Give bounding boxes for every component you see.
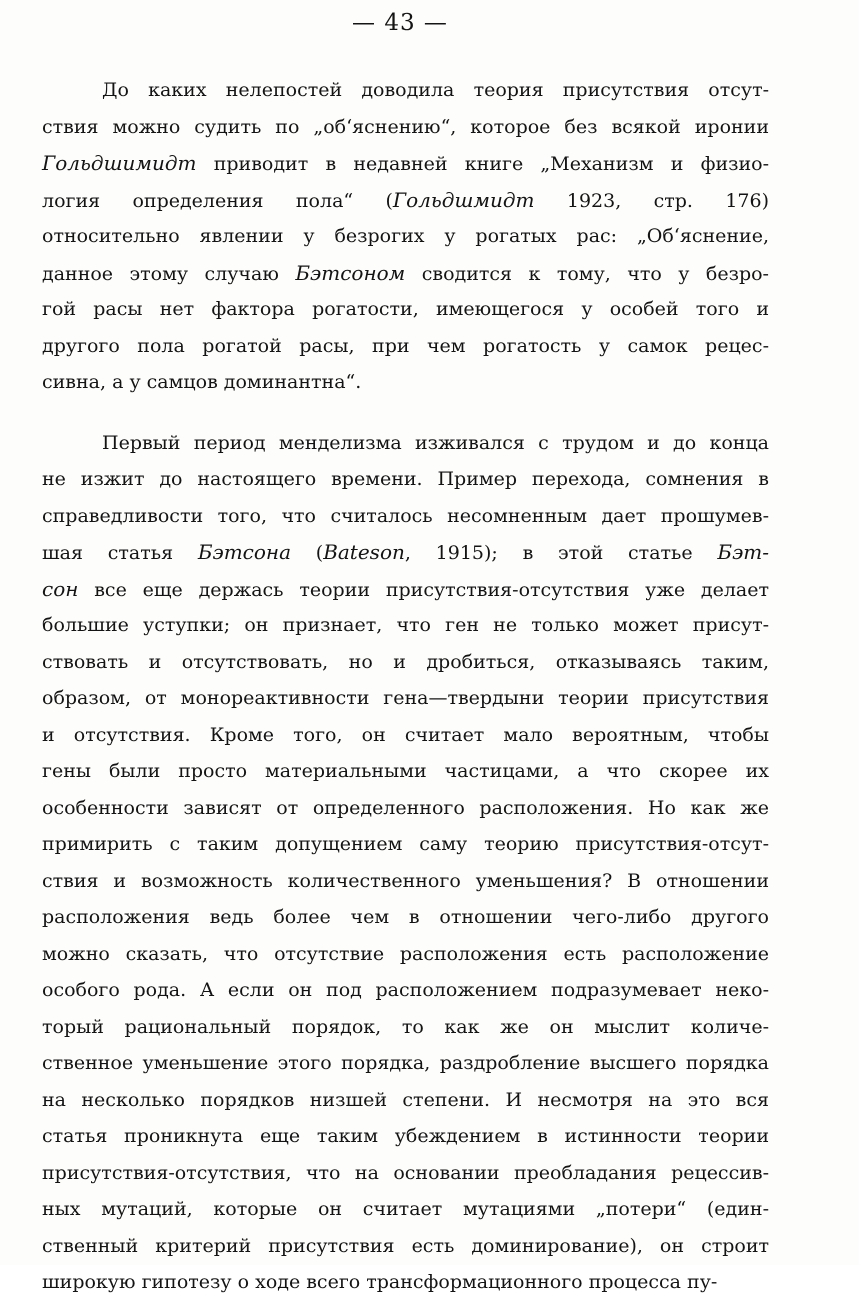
text-segment: сводится к тому, что у безро- bbox=[405, 262, 769, 285]
page-number: — 43 — bbox=[352, 10, 448, 36]
text-segment: ственное уменьшение этого порядка, раздробление высшего порядка bbox=[42, 1052, 769, 1074]
paragraph bbox=[42, 425, 769, 1301]
text-segment: ствовать и отсутствовать, но и дробиться, отказываясь таким, bbox=[42, 650, 769, 673]
text-line bbox=[42, 328, 769, 365]
text-segment: гены были просто материальными частицами, а что скорее их bbox=[42, 760, 769, 782]
text-segment: ствия можно судить по „об‘яснению“, которое без всякой иронии bbox=[42, 115, 769, 138]
text-segment: большие уступки; он признает, что ген не только может присут- bbox=[42, 614, 769, 636]
text-segment: и отсутствия. Кроме того, он считает мало вероятным, чтобы bbox=[42, 723, 769, 746]
text-segment: можно сказать, что отсутствие расположения есть расположение bbox=[42, 942, 769, 965]
text-line bbox=[42, 1228, 769, 1265]
text-line bbox=[42, 1155, 769, 1192]
text-line bbox=[42, 109, 769, 146]
text-line bbox=[42, 425, 769, 462]
text-line bbox=[42, 291, 769, 328]
text-segment: логия определения пола“ ( bbox=[42, 189, 393, 212]
text-line bbox=[42, 255, 769, 292]
text-segment: приводит в недавней книге „Механизм и физио- bbox=[196, 153, 769, 175]
text-segment: особенности зависят от определенного расположения. Но как же bbox=[42, 796, 769, 819]
text-line bbox=[42, 182, 769, 219]
text-segment: данное этому случаю bbox=[42, 262, 296, 285]
italic-name: Бэт- bbox=[717, 540, 770, 564]
text-line bbox=[42, 1191, 769, 1228]
text-segment: примирить с таким допущением саму теорию присутствия-отсут- bbox=[42, 833, 769, 855]
text-line bbox=[42, 498, 769, 535]
text-segment: сивна, а у самцов доминантна“. bbox=[42, 371, 362, 393]
text-line bbox=[42, 1045, 769, 1082]
text-line bbox=[42, 863, 769, 900]
text-line bbox=[42, 1264, 769, 1301]
text-line bbox=[42, 1009, 769, 1046]
text-line bbox=[42, 899, 769, 936]
text-line bbox=[42, 790, 769, 827]
italic-name: Bateson bbox=[323, 540, 405, 564]
text-line bbox=[42, 680, 769, 717]
text-line bbox=[42, 826, 769, 863]
text-line bbox=[42, 717, 769, 754]
italic-name: Гольдшимидт bbox=[42, 151, 197, 175]
text-segment: ственный критерий присутствия есть доминирование), он строит bbox=[42, 1234, 769, 1257]
text-line bbox=[42, 571, 769, 608]
text-segment: торый рациональный порядок, то как же он мыслит количе- bbox=[42, 1015, 769, 1038]
text-line bbox=[42, 607, 769, 644]
text-segment: гой расы нет фактора рогатости, имеющегося у особей того и bbox=[42, 298, 769, 320]
text-segment: , 1915); в этой статье bbox=[404, 542, 718, 564]
text-segment: относительно явлении у безрогих у рогатых рас: „Об‘яснение, bbox=[42, 225, 769, 247]
text-segment: Первый период менделизма изживался с трудом и до конца bbox=[102, 431, 769, 454]
text-segment: расположения ведь более чем в отношении чего-либо другого bbox=[42, 906, 769, 928]
text-line bbox=[42, 364, 769, 401]
text-line bbox=[42, 534, 769, 571]
text-line bbox=[42, 1118, 769, 1155]
text-segment: 1923, стр. 176) bbox=[534, 189, 769, 212]
text-segment: присутствия-отсутствия, что на основании преобладания рецессив- bbox=[42, 1161, 769, 1184]
text-segment: ( bbox=[291, 542, 324, 564]
text-line bbox=[42, 753, 769, 790]
text-line bbox=[42, 1082, 769, 1119]
text-segment: на несколько порядков низшей степени. И несмотря на это вся bbox=[42, 1088, 769, 1111]
text-line bbox=[42, 72, 769, 109]
body-text bbox=[42, 72, 769, 1301]
text-segment: статья проникнута еще таким убеждением в истинности теории bbox=[42, 1125, 769, 1147]
text-line bbox=[42, 644, 769, 681]
text-segment: ных мутаций, которые он считает мутациями „потери“ (един- bbox=[42, 1198, 769, 1220]
text-segment: не изжит до настоящего времени. Пример перехода, сомнения в bbox=[42, 468, 769, 490]
italic-name: Бэтсоном bbox=[295, 260, 406, 285]
text-line bbox=[42, 461, 769, 498]
text-segment: шая статья bbox=[42, 542, 198, 564]
text-segment: особого рода. А если он под расположением подразумевает неко- bbox=[42, 979, 769, 1001]
text-segment: широкую гипотезу о ходе всего трансформационного процесса пу- bbox=[42, 1271, 718, 1293]
italic-name: сон bbox=[42, 576, 79, 601]
text-line bbox=[42, 145, 769, 182]
italic-name: Гольдшмидт bbox=[392, 187, 535, 212]
text-line bbox=[42, 218, 769, 255]
paragraph bbox=[42, 72, 769, 401]
text-segment: До каких нелепостей доводила теория присутствия отсут- bbox=[102, 79, 769, 101]
text-line bbox=[42, 972, 769, 1009]
text-segment: ствия и возможность количественного уменьшения? В отношении bbox=[42, 869, 769, 892]
text-line bbox=[42, 936, 769, 973]
text-segment: все еще держась теории присутствия-отсутствия уже делает bbox=[78, 578, 769, 601]
text-segment: справедливости того, что считалось несомненным дает прошумев- bbox=[42, 504, 769, 527]
italic-name: Бэтсона bbox=[197, 540, 292, 564]
text-segment: другого пола рогатой расы, при чем рогатость у самок рецес- bbox=[42, 334, 769, 357]
text-segment: образом, от монореактивности гена—твердыни теории присутствия bbox=[42, 687, 769, 709]
